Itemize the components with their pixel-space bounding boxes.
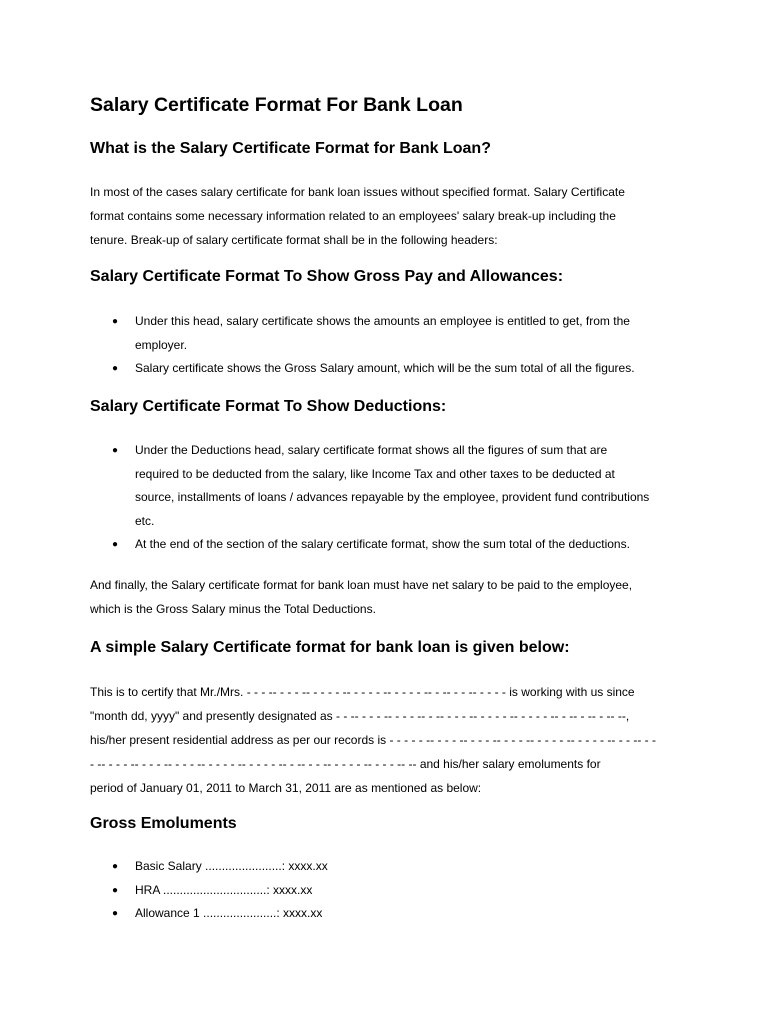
emoluments-list	[90, 855, 328, 926]
paragraph-line: And finally, the Salary certificate format for bank loan must have net salary to be paid to the employee,	[90, 578, 633, 592]
list-item: ● Salary certificate shows the Gross Salary amount, which will be the sum total of all the figures.	[90, 357, 635, 381]
heading-gross-emoluments: Gross Emoluments	[90, 815, 237, 832]
bullet-icon: ●	[112, 884, 119, 896]
heading-simple-format: A simple Salary Certificate format for bank loan is given below:	[90, 639, 570, 656]
list-item: ● At the end of the section of the salary certificate format, show the sum total of the deductions.	[90, 533, 649, 557]
paragraph-line: his/her present residential address as per our records is - - - - - -- - - - -- - - - -- - - - -- - - - - -- - - - - -- - - -- - -	[90, 733, 657, 747]
paragraph-line: - -- - - - -- - - - -- - - - -- - - - - -- - - - - -- - -- - - -- - - - - -- - - - -- -- and his/her salary emoluments for	[90, 757, 601, 771]
paragraph-line: This is to certify that Mr./Mrs. - - - -- - - - -- - - - - -- - - - - -- - - - - -- - -- - - -- - - - - is working with us since	[90, 685, 635, 699]
paragraph-line: tenure. Break-up of salary certificate format shall be in the following headers:	[90, 233, 498, 247]
paragraph-line: period of January 01, 2011 to March 31, 2011 are as mentioned as below:	[90, 781, 482, 795]
heading-deductions: Salary Certificate Format To Show Deductions:	[90, 398, 447, 415]
certificate-paragraph	[90, 680, 682, 800]
bullet-icon: ●	[112, 908, 119, 919]
bullet-icon: ●	[112, 861, 119, 872]
bullet-icon: ●	[112, 445, 119, 456]
list-item: ● Under the Deductions head, salary certificate format shows all the figures of sum that are required to be deducted from the salary, like Income Tax and other taxes to be deducted at source, installments of loans / advances repayable by the employee, provident fund contributions etc.	[90, 439, 649, 533]
bullet-icon: ●	[112, 363, 119, 374]
intro-paragraph	[90, 180, 682, 252]
gross-pay-list	[90, 310, 635, 381]
bullet-icon: ●	[112, 539, 119, 550]
bullet-icon: ●	[112, 316, 119, 327]
list-item: ● HRA ...............................: xxxx.xx	[90, 879, 328, 903]
heading-gross-pay: Salary Certificate Format To Show Gross Pay and Allowances:	[90, 268, 564, 285]
list-item: ● Basic Salary .......................: xxxx.xx	[90, 855, 328, 879]
deductions-list	[90, 439, 649, 557]
list-item: ● Under this head, salary certificate shows the amounts an employee is entitled to get, from the employer.	[90, 310, 635, 357]
paragraph-line: which is the Gross Salary minus the Total Deductions.	[90, 602, 376, 616]
heading-what-is: What is the Salary Certificate Format for Bank Loan?	[90, 140, 491, 157]
list-item: ● Allowance 1 ......................: xxxx.xx	[90, 902, 328, 926]
paragraph-line: In most of the cases salary certificate for bank loan issues without specified format. Salary Certificate	[90, 185, 625, 199]
page-title: Salary Certificate Format For Bank Loan	[90, 94, 463, 116]
paragraph-line: format contains some necessary information related to an employees' salary break-up including the	[90, 209, 616, 223]
paragraph-line: "month dd, yyyy" and presently designated as - - -- - - - -- - - - -- - -- - - - -- - - - - -- - - - - -- - -- - -- - -- --,	[90, 709, 630, 723]
closing-paragraph	[90, 573, 682, 621]
